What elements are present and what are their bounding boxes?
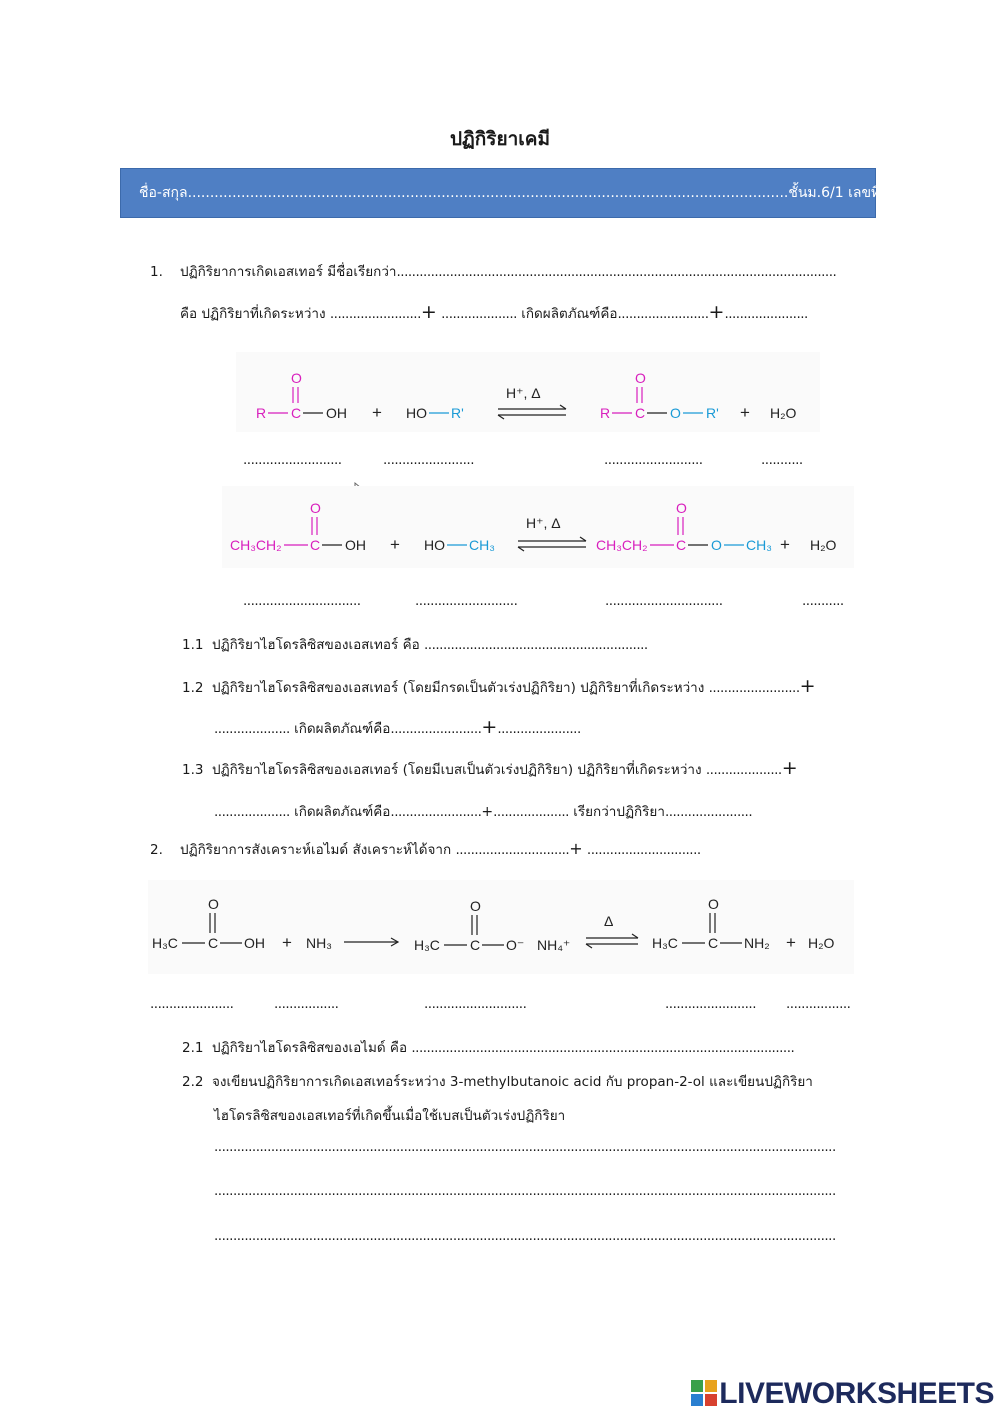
q1-line1 xyxy=(150,260,836,282)
salt-c: C xyxy=(470,937,481,953)
q1-3-blank-a[interactable]: .................... xyxy=(705,762,782,778)
plus-sign: + xyxy=(780,535,790,554)
q2-text: ปฏิกิริยาการสังเคราะห์เอไมด์ สังเคราะห์ได้จาก xyxy=(180,842,452,858)
r1-blank-water[interactable]: ........... xyxy=(761,452,803,468)
r3-blank-amide[interactable]: ........................ xyxy=(665,996,756,1012)
q1-1-line xyxy=(182,633,648,655)
page-title: ปฏิกิริยาเคมี xyxy=(449,128,551,150)
q2-2-text-a: จงเขียนปฏิกิริยาการเกิดเอสเทอร์ระหว่าง xyxy=(212,1074,446,1090)
r3-blank-acid[interactable]: ...................... xyxy=(150,996,234,1012)
alcohol-r: R' xyxy=(451,405,464,421)
plus-sign: + xyxy=(420,301,437,323)
q1-between-label: คือ ปฏิกิริยาที่เกิดระหว่าง xyxy=(180,306,326,322)
salt-h3c: H₃C xyxy=(414,937,440,953)
q2-1-blank[interactable]: ..................................................................................................... xyxy=(411,1040,795,1056)
q1-blank-reactant-b[interactable]: .................... xyxy=(441,306,517,322)
number-blank[interactable]: ................ xyxy=(880,185,952,201)
alcohol-name: propan-2-ol xyxy=(626,1074,705,1090)
plus-sign: + xyxy=(390,535,400,554)
ester-c: C xyxy=(635,405,646,421)
water: H₂O xyxy=(770,405,797,421)
q2-1-number: 2.1 xyxy=(182,1040,204,1056)
plus-sign: + xyxy=(781,757,798,779)
q1-3-blank-b[interactable]: .................... xyxy=(214,804,290,820)
ester-c: C xyxy=(676,537,687,553)
q2-line xyxy=(150,838,701,860)
q1-3-line2 xyxy=(214,800,752,822)
r3-blank-salt[interactable]: ........................... xyxy=(424,996,527,1012)
alcohol-ch3: CH₃ xyxy=(469,537,495,553)
ester-ch3: CH₃ xyxy=(746,537,772,553)
acid-c: C xyxy=(310,537,321,553)
alcohol-ho: HO xyxy=(424,537,445,553)
ester-o-bridge: O xyxy=(670,405,681,421)
name-label: ชื่อ-สกุล xyxy=(139,185,188,201)
name-blank[interactable]: ....................................................................................................................................... xyxy=(187,185,789,201)
q1-3-text: ปฏิกิริยาไฮโดรลิซิสของเอสเทอร์ (โดยมีเบสเป็นตัวเร่งปฏิกิริยา) ปฏิกิริยาที่เกิดระหว่าง xyxy=(212,762,702,778)
amide-h3c: H₃C xyxy=(652,935,678,951)
class-label: ชั้นม.6/1 เลขที่ xyxy=(788,185,881,201)
r1-blank-ester[interactable]: .......................... xyxy=(604,452,703,468)
q2-2-number: 2.2 xyxy=(182,1074,204,1090)
plus-sign: + xyxy=(481,716,498,738)
acid-oh: OH xyxy=(345,537,366,553)
q1-blank-name[interactable]: .................................................................................................................... xyxy=(396,264,837,280)
q2-number: 2. xyxy=(150,842,163,858)
q2-2-text-b: และเขียนปฏิกิริยา xyxy=(709,1074,813,1090)
logo-text: LIVEWORKSHEETS xyxy=(719,1377,994,1410)
amide-o: O xyxy=(708,896,719,912)
water: H₂O xyxy=(810,537,837,553)
condition-label: Δ xyxy=(604,913,614,929)
ester-o: O xyxy=(676,500,687,516)
r1-blank-acid[interactable]: .......................... xyxy=(243,452,342,468)
acid-name: 3-methylbutanoic acid xyxy=(449,1074,602,1090)
plus-sign: + xyxy=(740,403,750,422)
r2-blank-acid[interactable]: ............................... xyxy=(243,593,361,609)
q1-products-label: เกิดผลิตภัณฑ์คือ xyxy=(521,306,618,322)
q1-2-line2 xyxy=(214,717,581,739)
q1-3-blank-d[interactable]: .................... xyxy=(493,804,569,820)
q1-2-products-label: เกิดผลิตภัณฑ์คือ xyxy=(294,721,391,737)
ester-o-bridge: O xyxy=(711,537,722,553)
condition-label: H⁺, Δ xyxy=(526,515,561,531)
acid-chain: CH₃CH₂ xyxy=(230,537,282,553)
q1-2-blank-a[interactable]: ........................ xyxy=(708,680,800,696)
answer-line[interactable]: .................................................................................................................................................................... xyxy=(214,1183,836,1199)
condition-label: H⁺, Δ xyxy=(506,385,541,401)
q1-1-number: 1.1 xyxy=(182,637,204,653)
acid-c: C xyxy=(291,405,302,421)
answer-line[interactable]: .................................................................................................................................................................... xyxy=(214,1228,836,1244)
q1-3-blank-c[interactable]: ........................ xyxy=(390,804,482,820)
plus-sign: + xyxy=(372,403,382,422)
q2-1-text: ปฏิกิริยาไฮโดรลิซิสของเอไมด์ คือ xyxy=(212,1040,408,1056)
reaction-general-esterification xyxy=(236,352,820,432)
q1-3-blank-e[interactable]: ....................... xyxy=(664,804,753,820)
q1-2-line1 xyxy=(182,676,816,698)
acid-c: C xyxy=(208,935,219,951)
acid-o: O xyxy=(310,500,321,516)
q1-3-number: 1.3 xyxy=(182,762,204,778)
q1-1-blank[interactable]: ........................................................... xyxy=(424,637,648,653)
r3-blank-water[interactable]: ................. xyxy=(786,996,851,1012)
water: H₂O xyxy=(808,935,835,951)
q2-2-line2: ไฮโดรลิซิสของเอสเทอร์ที่เกิดขึ้นเมื่อใช้เบสเป็นตัวเร่งปฏิกิริยา xyxy=(214,1108,566,1124)
r2-blank-water[interactable]: ........... xyxy=(802,593,844,609)
q1-2-blank-b[interactable]: .................... xyxy=(214,721,290,737)
acid-oh: OH xyxy=(326,405,347,421)
q1-3-line1 xyxy=(182,758,798,780)
acid-r: R xyxy=(256,405,267,421)
ammonium: NH₄⁺ xyxy=(537,937,571,953)
answer-line[interactable]: .................................................................................................................................................................... xyxy=(214,1139,836,1155)
reaction-amide-synthesis xyxy=(148,880,854,974)
q1-3-products-label: เกิดผลิตภัณฑ์คือ xyxy=(294,804,391,820)
plus-sign: + xyxy=(282,933,292,952)
q1-3-called-label: เรียกว่าปฏิกิริยา xyxy=(573,804,665,820)
q1-blank-reactant-a[interactable]: ........................ xyxy=(329,306,421,322)
amide-nh2: NH₂ xyxy=(744,935,770,951)
acid-oh: OH xyxy=(244,935,265,951)
ester-r2: R' xyxy=(706,405,719,421)
acid-o: O xyxy=(291,370,302,386)
q1-2-blank-c[interactable]: ........................ xyxy=(390,721,482,737)
plus-sign: + xyxy=(708,301,725,323)
q2-1-line xyxy=(182,1036,794,1058)
r3-blank-ammonia[interactable]: ................. xyxy=(274,996,339,1012)
r1-blank-alcohol[interactable]: ........................ xyxy=(383,452,474,468)
alcohol-ho: HO xyxy=(406,405,427,421)
q2-2-line1 xyxy=(182,1070,813,1092)
q1-2-number: 1.2 xyxy=(182,680,204,696)
q1-text: ปฏิกิริยาการเกิดเอสเทอร์ มีชื่อเรียกว่า xyxy=(180,264,397,280)
r2-blank-alcohol[interactable]: ........................... xyxy=(415,593,518,609)
ammonia: NH₃ xyxy=(306,935,332,951)
q1-2-blank-d[interactable]: ...................... xyxy=(497,721,581,737)
acid-o: O xyxy=(208,896,219,912)
r2-blank-ester[interactable]: ............................... xyxy=(605,593,723,609)
reaction-methyl-propanoate xyxy=(222,486,854,568)
q1-2-text: ปฏิกิริยาไฮโดรลิซิสของเอสเทอร์ (โดยมีกรดเป็นตัวเร่งปฏิกิริยา) ปฏิกิริยาที่เกิดระหว่าง xyxy=(212,680,705,696)
plus-sign: + xyxy=(569,839,583,858)
q1-line2 xyxy=(180,302,808,324)
q2-blank-b[interactable]: .............................. xyxy=(586,842,701,858)
q1-number: 1. xyxy=(150,264,163,280)
q1-blank-product-b[interactable]: ...................... xyxy=(724,306,808,322)
ester-r: R xyxy=(600,405,611,421)
plus-sign: + xyxy=(481,804,494,820)
salt-o-minus: O⁻ xyxy=(506,937,525,953)
acid-h3c: H₃C xyxy=(152,935,178,951)
salt-o: O xyxy=(470,898,481,914)
q1-blank-product-a[interactable]: ........................ xyxy=(617,306,709,322)
ester-chain: CH₃CH₂ xyxy=(596,537,648,553)
between-word: กับ xyxy=(605,1074,623,1090)
ester-o: O xyxy=(635,370,646,386)
liveworksheets-logo xyxy=(691,1377,994,1411)
student-info-bar xyxy=(120,168,952,218)
q2-blank-a[interactable]: .............................. xyxy=(455,842,570,858)
plus-sign: + xyxy=(799,675,816,697)
q1-1-text: ปฏิกิริยาไฮโดรลิซิสของเอสเทอร์ คือ xyxy=(212,637,420,653)
liveworksheets-badge-icon xyxy=(691,1380,717,1406)
amide-c: C xyxy=(708,935,719,951)
plus-sign: + xyxy=(786,933,796,952)
